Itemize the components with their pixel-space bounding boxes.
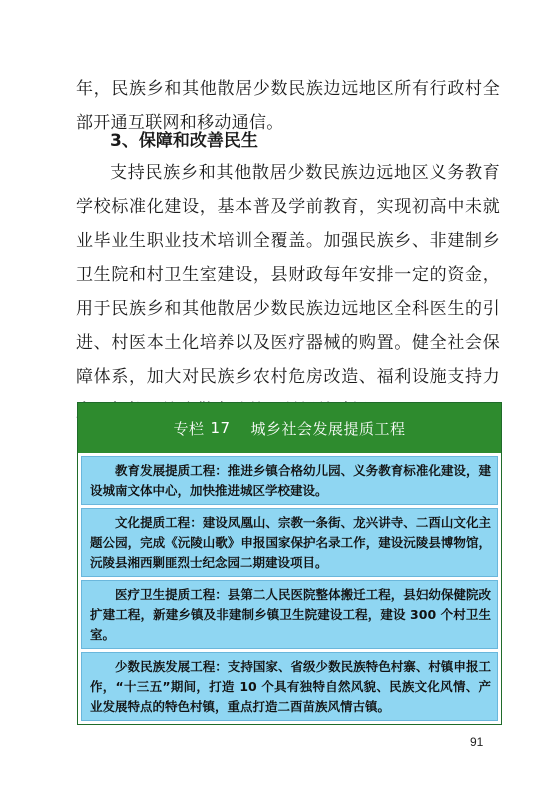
feature-box-header [78,403,501,453]
feature-box-title: 城乡社会发展提质工程 [250,419,406,438]
feature-box-label: 专栏 [173,419,205,438]
project-item-minority: 少数民族发展工程：支持国家、省级少数民族特色村寨、村镇申报工作，“十三五”期间，打造 10 个具有独特自然风貌、民族文化风情、产业发展特点的特色村镇，重点打造二酉苗族风情古镇。 [81,652,498,721]
project-item-health: 医疗卫生提质工程：县第二人民医院整体搬迁工程，县妇幼保健院改扩建工程，新建乡镇及非建制乡镇卫生院建设工程，建设 300 个村卫生室。 [81,580,498,649]
project-item-education: 教育发展提质工程：推进乡镇合格幼儿园、义务教育标准化建设，建设城南文体中心，加快推进城区学校建设。 [81,456,498,505]
page-number: 91 [470,735,484,749]
feature-box-number: 17 [210,419,231,437]
section-heading: 3、保障和改善民生 [110,131,258,151]
project-item-culture: 文化提质工程：建设凤凰山、宗教一条街、龙兴讲寺、二酉山文化主题公园，完成《沅陵山歌》申报国家保护名录工作，建设沅陵县博物馆，沅陵县湘西剿匪烈士纪念园二期建设项目。 [81,508,498,577]
paragraph-livelihood: 支持民族乡和其他散居少数民族边远地区义务教育学校标准化建设，基本普及学前教育，实现初高中未就业毕业生职业技术培训全覆盖。加强民族乡、非建制乡卫生院和村卫生室建设，县财政每年安排一定的资金，用于民族乡和其他散居少数民族边远地区全科医生的引进、村医本土化培养以及医疗器械的购置。健全社会保障体系，加大对民族乡农村危房改造、福利设施支持力 [76,163,500,387]
feature-box [77,402,502,725]
paragraph-continuation: 年，民族乡和其他散居少数民族边远地区所有行政村全部开通互联网和移动通信。 [76,79,500,133]
